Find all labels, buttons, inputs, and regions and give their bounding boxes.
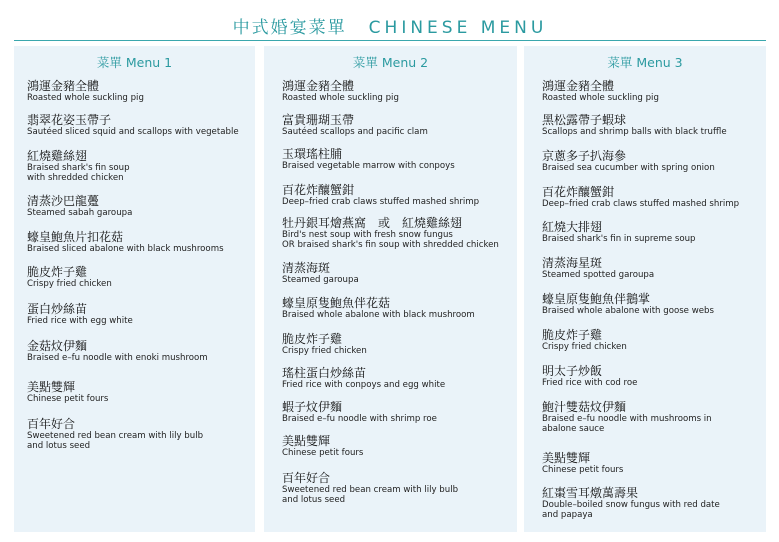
menu-item	[542, 451, 762, 475]
dish-name-en: Crispy fried chicken	[282, 346, 367, 356]
menu-header	[14, 10, 766, 41]
dish-name-en: Crispy fried chicken	[27, 279, 112, 289]
menu-item	[282, 366, 513, 390]
dish-name-en: Braised vegetable marrow with conpoys	[282, 161, 455, 171]
dish-name-en: with shredded chicken	[27, 173, 124, 183]
dish-name-zh: 富貴珊瑚玉帶	[282, 113, 355, 127]
dish-name-en: Roasted whole suckling pig	[27, 93, 144, 103]
menu-item	[542, 256, 762, 280]
dish-name-zh: 美點雙輝	[27, 380, 76, 394]
dish-name-en: Fried rice with conpoys and egg white	[282, 380, 446, 390]
dish-name-en: Sweetened red bean cream with lily bulb	[282, 485, 459, 495]
dish-name-en: Steamed sabah garoupa	[27, 208, 133, 218]
dish-name-zh: 紅棗雪耳燉萬壽果	[542, 486, 639, 500]
menu-item	[27, 113, 251, 137]
dish-name-en: Deep–fried crab claws stuffed mashed shrimp	[282, 197, 480, 207]
menu-item	[282, 79, 513, 103]
dish-name-zh: 蠔皇原隻鮑魚伴花菇	[282, 296, 391, 310]
dish-name-zh: 牡丹銀耳燴燕窩 或 紅燒雞絲翅	[282, 216, 463, 230]
menu-column-3	[524, 46, 766, 532]
menu-item	[542, 400, 762, 434]
dish-name-zh: 百年好合	[27, 417, 76, 431]
menu-item	[27, 380, 251, 404]
menu-item	[282, 332, 513, 356]
menu-item	[542, 486, 762, 520]
dish-name-zh: 脆皮炸子雞	[542, 328, 603, 342]
dish-name-zh: 美點雙輝	[282, 434, 331, 448]
menu-item	[542, 149, 762, 173]
dish-name-zh: 清蒸海星斑	[542, 256, 603, 270]
menu-item	[27, 194, 251, 218]
menu-item	[542, 220, 762, 244]
dish-name-en: Chinese petit fours	[542, 465, 624, 475]
menu-item	[542, 79, 762, 103]
dish-name-en: Braised sliced abalone with black mushrooms	[27, 244, 224, 254]
dish-name-en: Sweetened red bean cream with lily bulb	[27, 431, 204, 441]
dish-name-en: and lotus seed	[27, 441, 91, 451]
dish-name-en: Braised shark's fin in supreme soup	[542, 234, 696, 244]
dish-name-zh: 蝦子炆伊麵	[282, 400, 343, 414]
dish-name-zh: 美點雙輝	[542, 451, 591, 465]
dish-name-en: and lotus seed	[282, 495, 346, 505]
dish-name-zh: 清蒸海斑	[282, 261, 331, 275]
dish-name-zh: 蠔皇鮑魚片扣花菇	[27, 230, 124, 244]
dish-name-zh: 鴻運金豬全體	[282, 79, 355, 93]
dish-name-en: Bird's nest soup with fresh snow fungus	[282, 230, 453, 240]
dish-name-en: OR braised shark's fin soup with shredded chicken	[282, 240, 499, 250]
menu-2-title: 菜單 Menu 2	[352, 55, 429, 70]
menu-item	[27, 339, 251, 363]
dish-name-en: Sautéed sliced squid and scallops with vegetable	[27, 127, 239, 137]
dish-name-zh: 玉環瑤柱脯	[282, 147, 343, 161]
dish-name-en: Braised whole abalone with black mushroom	[282, 310, 475, 320]
dish-name-zh: 百花炸釀蟹鉗	[542, 185, 615, 199]
menu-item	[27, 265, 251, 289]
menu-item	[282, 296, 513, 320]
dish-name-zh: 金菇炆伊麵	[27, 339, 88, 353]
menu-item	[542, 364, 762, 388]
dish-name-zh: 蠔皇原隻鮑魚伴鵝掌	[542, 292, 651, 306]
menu-columns	[14, 46, 766, 532]
dish-name-en: Braised e–fu noodle with mushrooms in	[542, 414, 712, 424]
dish-name-zh: 鮑汁雙菇炆伊麵	[542, 400, 627, 414]
dish-name-en: Crispy fried chicken	[542, 342, 627, 352]
menu-item	[27, 417, 251, 451]
menu-item	[542, 292, 762, 316]
menu-column-2	[264, 46, 517, 532]
page-title	[233, 13, 548, 38]
dish-name-zh: 百花炸釀蟹鉗	[282, 183, 355, 197]
dish-name-en: Braised sea cucumber with spring onion	[542, 163, 715, 173]
dish-name-zh: 翡翠花姿玉帶子	[27, 113, 112, 127]
menu-1-title: 菜單 Menu 1	[96, 55, 173, 70]
page-title-en: CHINESE MENU	[368, 18, 548, 38]
menu-item	[27, 149, 251, 183]
dish-name-en: and papaya	[542, 510, 593, 520]
dish-name-zh: 黑松露帶子蝦球	[542, 113, 627, 127]
dish-name-en: Fried rice with cod roe	[542, 378, 638, 388]
dish-name-zh: 鴻運金豬全體	[542, 79, 615, 93]
menu-item	[27, 302, 251, 326]
menu-item	[282, 471, 513, 505]
page-title-zh: 中式婚宴菜單	[232, 18, 347, 38]
dish-name-zh: 脆皮炸子雞	[282, 332, 343, 346]
dish-name-en: Braised whole abalone with goose webs	[542, 306, 714, 316]
dish-name-en: Braised e–fu noodle with shrimp roe	[282, 414, 437, 424]
menu-item	[27, 230, 251, 254]
dish-name-zh: 脆皮炸子雞	[27, 265, 88, 279]
dish-name-en: Steamed spotted garoupa	[542, 270, 655, 280]
dish-name-zh: 瑤柱蛋白炒絲苗	[282, 366, 367, 380]
dish-name-en: Braised e–fu noodle with enoki mushroom	[27, 353, 208, 363]
dish-name-en: Steamed garoupa	[282, 275, 359, 285]
dish-name-zh: 明太子炒飯	[542, 364, 603, 378]
dish-name-zh: 紅燒大排翅	[542, 220, 603, 234]
menu-item	[542, 185, 762, 209]
dish-name-en: abalone sauce	[542, 424, 605, 434]
dish-name-zh: 鴻運金豬全體	[27, 79, 100, 93]
dish-name-zh: 京蔥多子扒海參	[542, 149, 627, 163]
dish-name-en: Roasted whole suckling pig	[542, 93, 659, 103]
menu-item	[282, 261, 513, 285]
dish-name-en: Chinese petit fours	[27, 394, 109, 404]
dish-name-zh: 清蒸沙巴龍躉	[27, 194, 100, 208]
dish-name-zh: 紅燒雞絲翅	[27, 149, 88, 163]
dish-name-zh: 蛋白炒絲苗	[27, 302, 88, 316]
menu-item	[282, 216, 513, 250]
dish-name-zh: 百年好合	[282, 471, 331, 485]
menu-column-1	[14, 46, 255, 532]
menu-item	[282, 147, 513, 171]
dish-name-en: Roasted whole suckling pig	[282, 93, 399, 103]
header-divider	[14, 40, 766, 41]
dish-name-en: Chinese petit fours	[282, 448, 364, 458]
menu-item	[542, 113, 762, 137]
dish-name-en: Scallops and shrimp balls with black truffle	[542, 127, 727, 137]
menu-item	[282, 434, 513, 458]
menu-item	[282, 183, 513, 207]
menu-3-title: 菜單 Menu 3	[607, 55, 683, 70]
menu-item	[27, 79, 251, 103]
dish-name-en: Deep–fried crab claws stuffed mashed shrimp	[542, 199, 740, 209]
dish-name-en: Double–boiled snow fungus with red date	[542, 500, 720, 510]
dish-name-en: Fried rice with egg white	[27, 316, 133, 326]
dish-name-en: Sautéed scallops and pacific clam	[282, 127, 428, 137]
menu-item	[282, 113, 513, 137]
menu-item	[542, 328, 762, 352]
menu-item	[282, 400, 513, 424]
dish-name-en: Braised shark's fin soup	[27, 163, 130, 173]
